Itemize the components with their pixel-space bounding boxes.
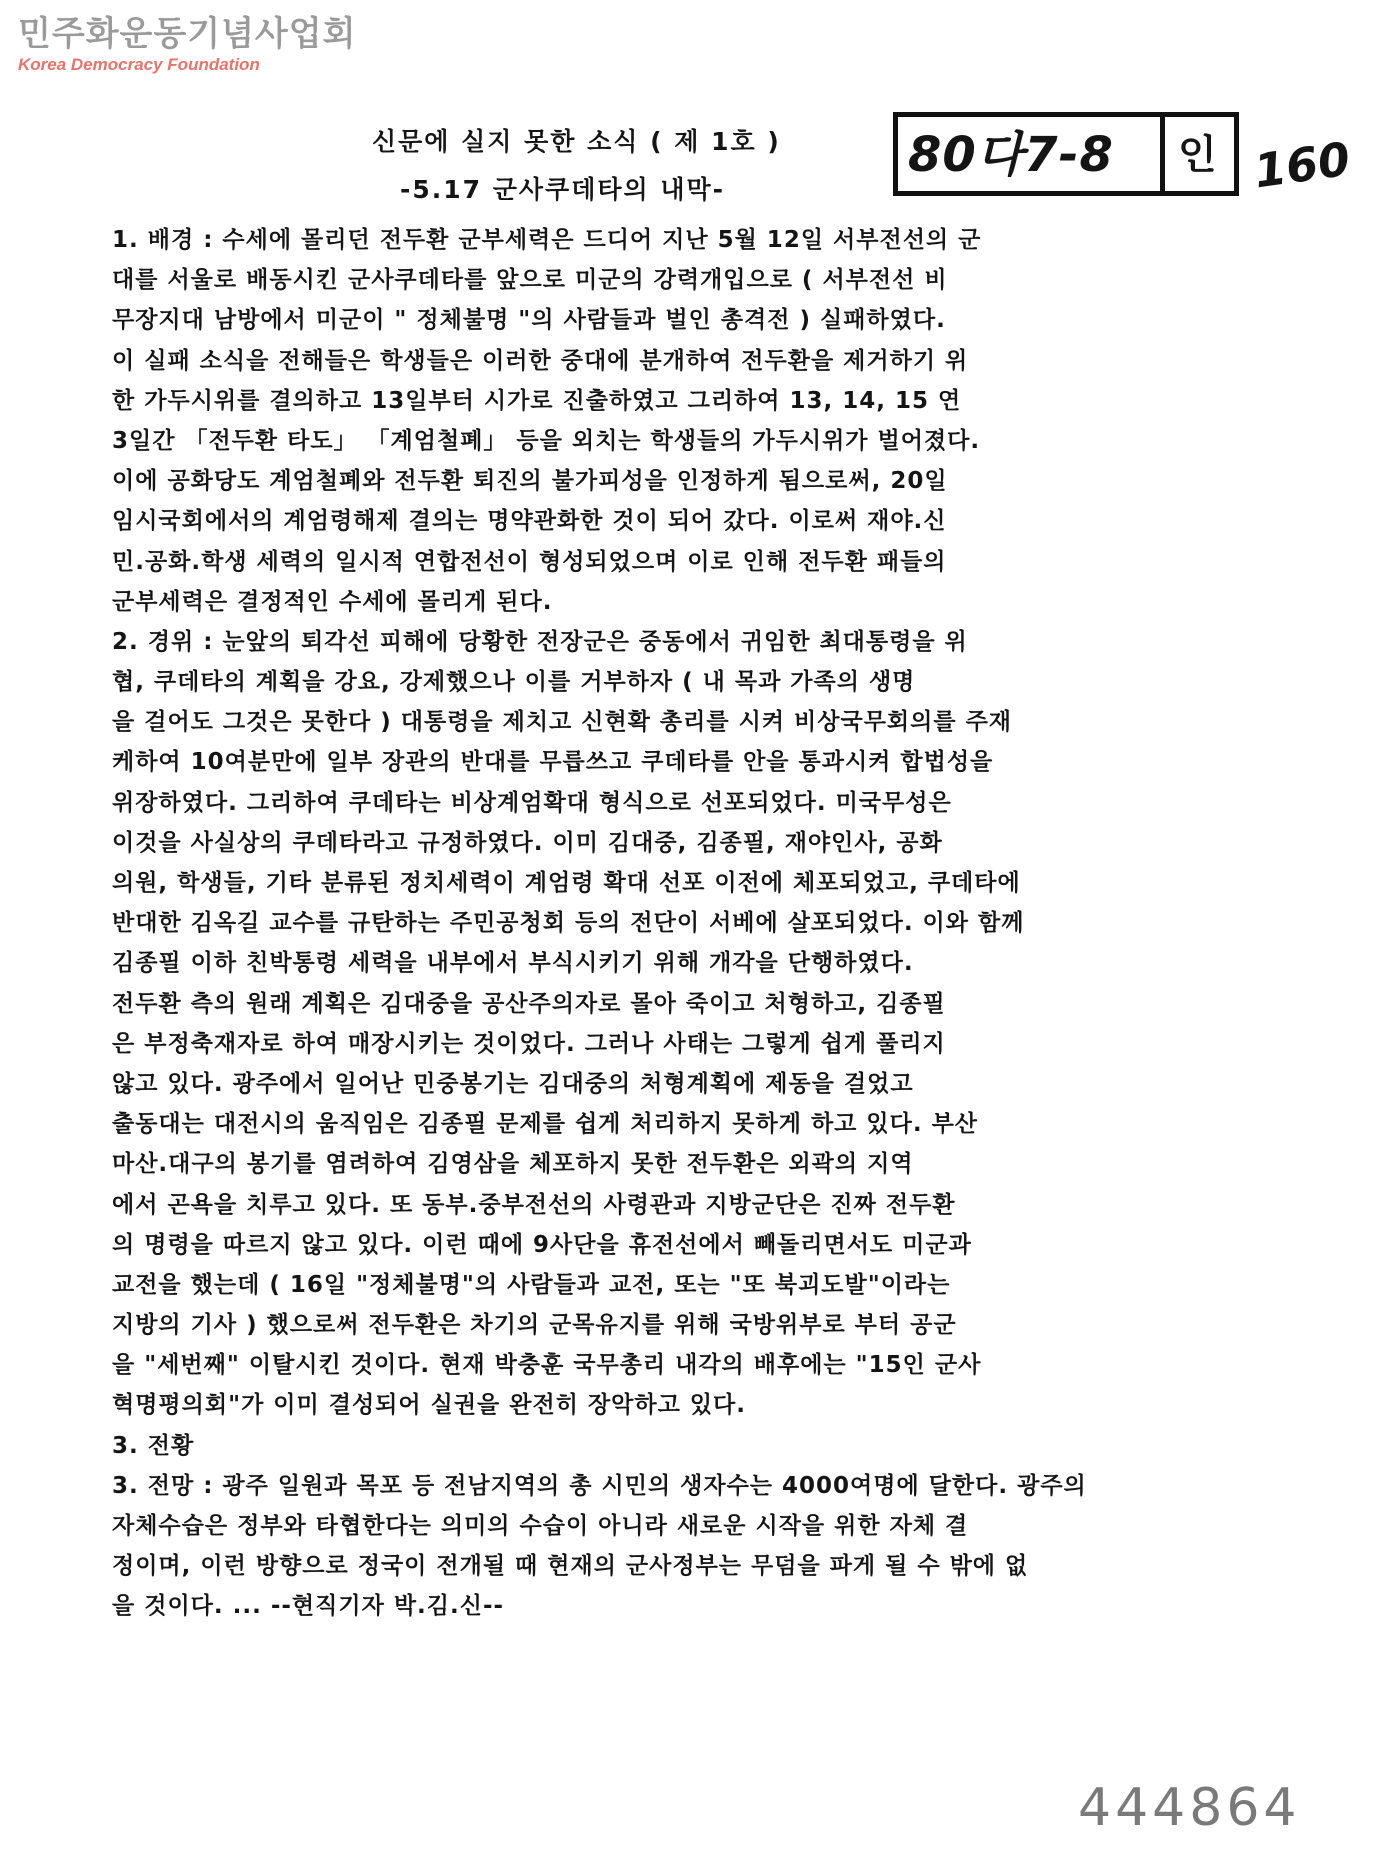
document-subtitle: -5.17 군사쿠데타의 내막-	[400, 175, 726, 204]
body-line: 교전을 했는데 ( 16일 "정체불명"의 사람들과 교전, 또는 "또 북괴도발"이라는	[112, 1271, 951, 1298]
body-line: 이 실패 소식을 전해들은 학생들은 이러한 중대에 분개하여 전두환을 제거하기 위	[112, 347, 969, 374]
body-line: 정이며, 이런 방향으로 정국이 전개될 때 현재의 군사정부는 무덤을 파게 될 수 밖에 없	[112, 1553, 1029, 1580]
body-line: 지방의 기사 ) 했으로써 전두환은 차기의 군목유지를 위해 국방위부로 부터 공군	[112, 1312, 957, 1339]
body-line: 의원, 학생들, 기타 분류된 정치세력이 계엄령 확대 선포 이전에 체포되었고, 쿠데타에	[112, 870, 1021, 896]
foundation-name-korean: 민주화운동기념사업회	[18, 14, 357, 54]
body-line: 민.공화.학생 세력의 일시적 연합전선이 형성되었으며 이로 인해 전두환 패들의	[112, 548, 947, 575]
stamp-code: 80다7-8	[908, 127, 1114, 183]
body-line: 출동대는 대전시의 움직임은 김종필 문제를 쉽게 처리하지 못하게 하고 있다. 부산	[112, 1111, 979, 1138]
foundation-name-english: Korea Democracy Foundation	[18, 55, 260, 74]
body-line: 1. 배경 : 수세에 몰리던 전두환 군부세력은 드디어 지난 5월 12일 서부전선의 군	[112, 227, 982, 253]
body-line: 마산.대구의 봉기를 염려하여 김영삼을 체포하지 못한 전두환은 외곽의 지역	[112, 1151, 914, 1178]
stamp-divider	[1160, 117, 1165, 191]
body-line: 이에 공화당도 계엄철폐와 전두환 퇴진의 불가피성을 인정하게 됨으로써, 20일	[112, 468, 948, 495]
body-line: 3. 전망 : 광주 일원과 목포 등 전남지역의 총 시민의 생자수는 4000여명에 달한다. 광주의	[112, 1472, 1087, 1499]
body-line: 대를 서울로 배동시킨 군사쿠데타를 앞으로 미군의 강력개입으로 ( 서부전선 비	[112, 267, 948, 294]
document-body	[112, 220, 1292, 1627]
foundation-watermark	[18, 14, 356, 76]
body-line: 을 "세번째" 이탈시킨 것이다. 현재 박충훈 국무총리 내각의 배후에는 "15인 군사	[112, 1352, 982, 1379]
body-line: 을 것이다. ... --현직기자 박.김.신--	[112, 1593, 505, 1620]
body-line: 김종필 이하 친박통령 세력을 내부에서 부식시키기 위해 개각을 단행하였다.	[112, 950, 914, 977]
body-line: 임시국회에서의 계엄령해제 결의는 명약관화한 것이 되어 갔다. 이로써 재야.신	[112, 508, 947, 535]
body-line: 위장하였다. 그리하여 쿠데타는 비상계엄확대 형식으로 선포되었다. 미국무성은	[112, 789, 952, 816]
body-line: 을 걸어도 그것은 못한다 ) 대통령을 제치고 신현확 총리를 시켜 비상국무회의를 주재	[112, 709, 1013, 736]
stamp-seal: 인	[1178, 132, 1217, 178]
body-line: 않고 있다. 광주에서 일어난 민중봉기는 김대중의 처형계획에 제동을 걸었고	[112, 1070, 914, 1097]
body-line: 은 부정축재자로 하여 매장시키는 것이었다. 그러나 사태는 그렇게 쉽게 풀리지	[112, 1030, 946, 1057]
archive-stamp	[893, 112, 1239, 196]
body-line: 반대한 김옥길 교수를 규탄하는 주민공청회 등의 전단이 서베에 살포되었다. 이와 함께	[112, 910, 1025, 937]
body-line: 협, 쿠데타의 계획을 강요, 강제했으나 이를 거부하자 ( 내 목과 가족의 생명	[112, 669, 916, 696]
document-title: 신문에 실지 못한 소식 ( 제 1호 )	[372, 127, 781, 156]
body-line: 2. 경위 : 눈앞의 퇴각선 피해에 당황한 전장군은 중동에서 귀임한 최대통령을 위	[112, 628, 968, 655]
body-line: 자체수습은 정부와 타협한다는 의미의 수습이 아니라 새로운 시작을 위한 자체 결	[112, 1513, 969, 1539]
body-line: 한 가두시위를 결의하고 13일부터 시가로 진출하였고 그리하여 13, 14, 15 연	[112, 387, 962, 414]
body-line: 군부세력은 결정적인 수세에 몰리게 된다.	[112, 588, 553, 615]
body-line: 의 명령을 따르지 않고 있다. 이런 때에 9사단을 휴전선에서 빼돌리면서도 미군과	[112, 1231, 972, 1258]
body-line: 무장지대 남방에서 미군이 " 정체불명 "의 사람들과 벌인 총격전 ) 실패하였다.	[112, 307, 946, 334]
handwritten-archive-number: 444864	[1078, 1778, 1301, 1838]
body-line: 3. 전황	[112, 1432, 195, 1459]
body-line: 케하여 10여분만에 일부 장관의 반대를 무릅쓰고 쿠데타를 안을 통과시켜 합법성을	[112, 749, 994, 776]
body-line: 이것을 사실상의 쿠데타라고 규정하였다. 이미 김대중, 김종필, 재야인사, 공화	[112, 829, 943, 856]
body-line: 에서 곤욕을 치루고 있다. 또 동부.중부전선의 사령관과 지방군단은 진짜 전두환	[112, 1191, 956, 1218]
handwritten-page-number: 160	[1250, 131, 1354, 199]
body-line: 전두환 측의 원래 계획은 김대중을 공산주의자로 몰아 죽이고 처형하고, 김종필	[112, 990, 946, 1017]
body-line: 혁명평의회"가 이미 결성되어 실권을 완전히 장악하고 있다.	[112, 1392, 746, 1419]
body-line: 3일간 「전두환 타도」 「계엄철폐」 등을 외치는 학생들의 가두시위가 벌어졌다.	[112, 427, 981, 454]
